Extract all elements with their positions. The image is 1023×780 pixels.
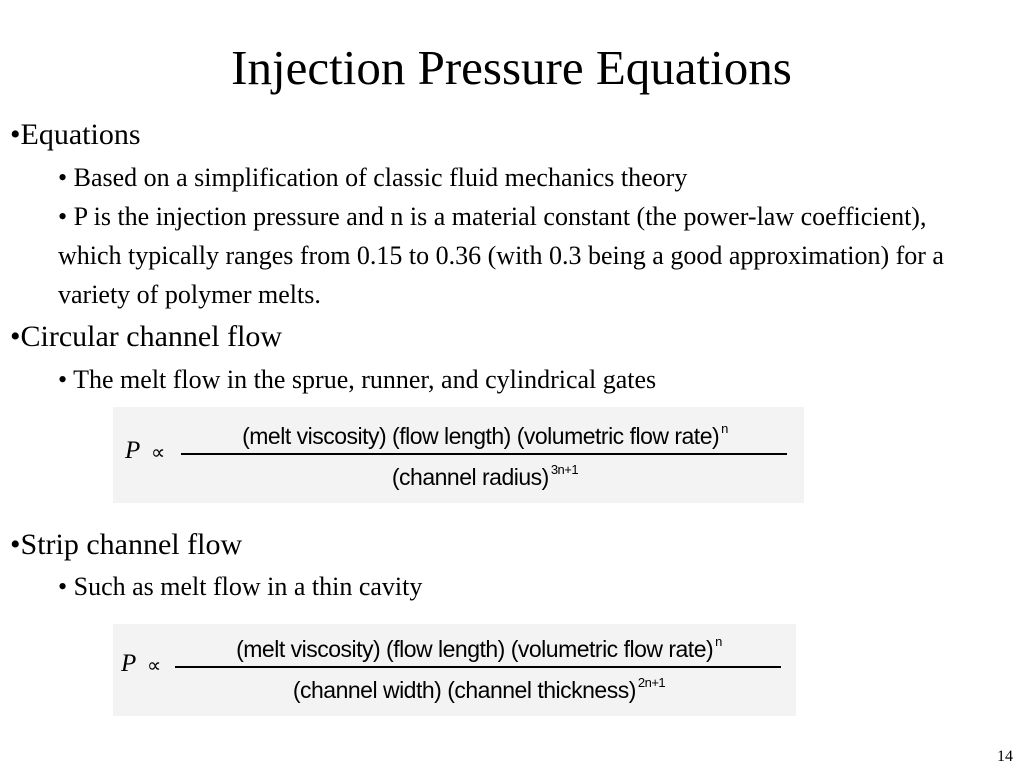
proportional-symbol: ∝ (151, 440, 166, 464)
formula-denominator: (channel width) (channel thickness) $^{2n+1}$ (292, 675, 666, 703)
circular-channel-heading: •Circular channel flow (10, 320, 283, 353)
formula-lhs: P (125, 437, 141, 464)
formula-denominator: (channel radius) $^{3n+1}$ (391, 462, 579, 490)
formula-numerator: (melt viscosity) (flow length) (volumetric flow rate) $^n$ (242, 421, 728, 449)
fraction-bar (181, 453, 787, 455)
numerator-exponent: n (715, 634, 722, 649)
slide-title: Injection Pressure Equations (231, 40, 792, 95)
formula-lhs: P (121, 650, 137, 677)
denominator-exponent: 3n+1 (550, 462, 579, 477)
proportional-symbol: ∝ (147, 653, 162, 677)
numerator-exponent: n (721, 421, 728, 436)
circular-channel-formula (113, 407, 804, 503)
strip-channel-formula (113, 624, 796, 716)
fraction-bar (175, 666, 781, 668)
strip-channel-bullet: • Such as melt flow in a thin cavity (58, 572, 423, 601)
formula-numerator: (melt viscosity) (flow length) (volumetric flow rate) $^n$ (236, 634, 722, 662)
equations-bullet-basis: • Based on a simplification of classic fluid mechanics theory (58, 163, 688, 192)
circular-channel-bullet: • The melt flow in the sprue, runner, and cylindrical gates (58, 365, 657, 394)
strip-channel-heading: •Strip channel flow (10, 528, 243, 561)
denominator-exponent: 2n+1 (637, 675, 666, 690)
equations-heading: •Equations (10, 118, 141, 151)
equations-bullet-definitions: • P is the injection pressure and n is a material constant (the power-law coefficient), which typically ranges from 0.15 to 0.36 (with 0.3 being a good approximation) for a variety of polymer melts. (58, 202, 944, 309)
page-number: 14 (997, 748, 1013, 765)
